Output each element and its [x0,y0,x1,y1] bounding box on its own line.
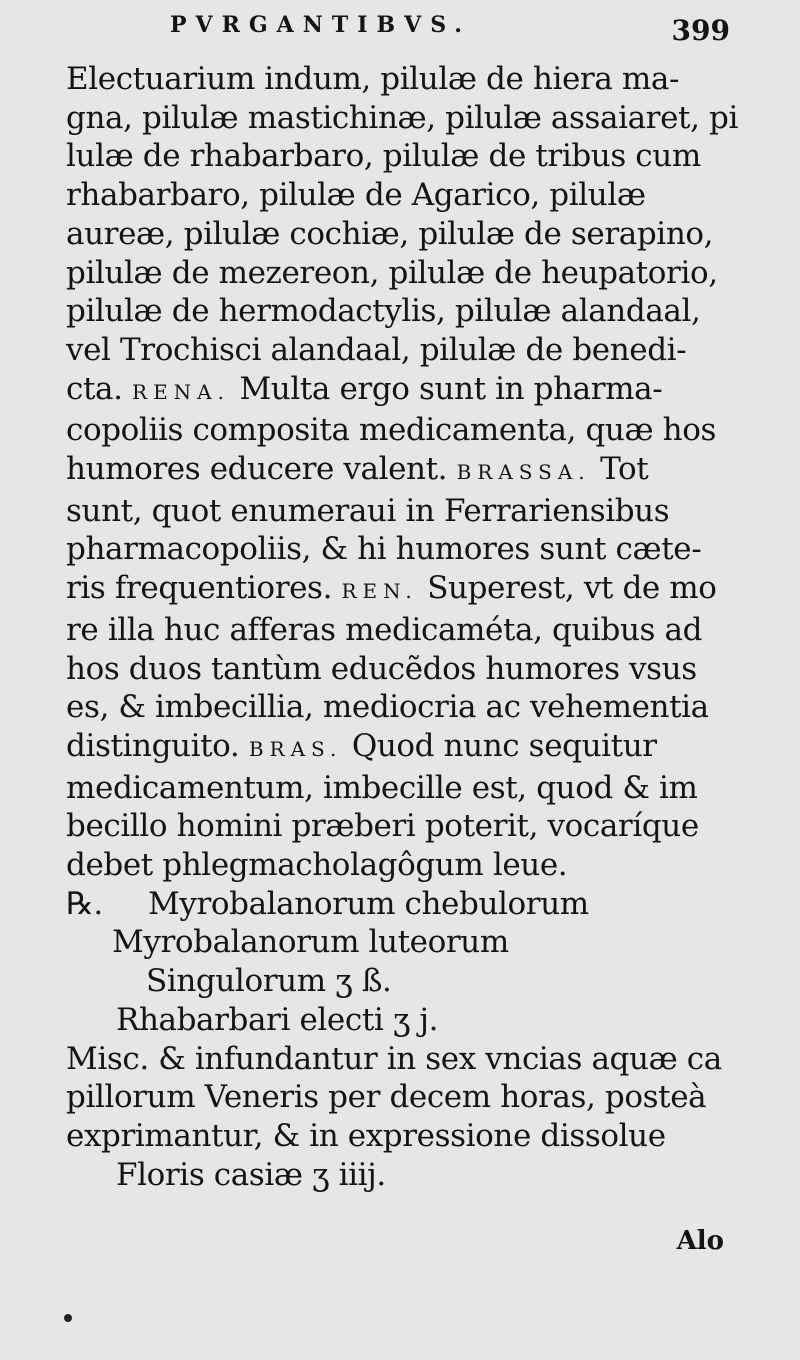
text-line: pilulæ de mezereon, pilulæ de heupatorio, [66,254,718,291]
text-line: medicamentum, imbecille est, quod & im [66,769,698,806]
text-line: es, & imbecillia, mediocria ac vehementia [66,689,709,726]
running-head: PVRGANTIBVS. [170,12,471,38]
text-line: Misc. & infundantur in sex vncias aquæ ca [66,1040,722,1077]
text-line: copoliis composita medicamenta, quæ hos [66,412,717,449]
speaker-name: REN. [341,579,418,604]
text-line: ris frequentiores. REN. Superest, vt de mo [66,570,717,607]
text-line: rhabarbaro, pilulæ de Agarico, pilulæ [66,177,646,214]
text-line: pharmacopoliis, & hi humores sunt cæte- [66,531,702,568]
speaker-name: RENA. [132,379,230,404]
text-line: Floris casiæ ʒ iiij. [116,1156,386,1193]
page-number: 399 [671,14,730,47]
text-line: aureæ, pilulæ cochiæ, pilulæ de serapino, [66,215,714,252]
speaker-name: BRAS. [248,736,343,761]
recipe-line: Singulorum ʒ ß. [146,963,392,1000]
recipe-line: Rhabarbari electi ʒ j. [116,1001,439,1038]
recipe-symbol: ℞. [66,885,103,922]
text-line: gna, pilulæ mastichinæ, pilulæ assaiaret, pi [66,99,738,136]
text-line: lulæ de rhabarbaro, pilulæ de tribus cum [66,138,701,175]
text-line: exprimantur, & in expressione dissolue [66,1117,666,1154]
text-line: pilulæ de hermodactylis, pilulæ alandaal, [66,293,701,330]
speaker-name: BRASSA. [456,460,591,485]
text-line: Electuarium indum, pilulæ de hiera ma- [66,61,680,97]
text-line: distinguito. BRAS. Quod nunc sequitur [66,727,657,764]
ink-speck [64,1314,72,1322]
text-line: humores educere valent. BRASSA. Tot [66,451,649,488]
text-line: cta. RENA. Multa ergo sunt in pharma- [66,370,663,407]
text-line: debet phlegmacholagôgum leue. [66,847,568,884]
recipe-line: ℞. Myrobalanorum chebulorum [66,885,589,922]
text-line: sunt, quot enumeraui in Ferrariensibus [66,492,670,529]
text-line: vel Trochisci alandaal, pilulæ de benedi- [66,331,687,368]
text-line: pillorum Veneris per decem horas, posteà [66,1079,707,1116]
catchword: Alo [676,1226,724,1256]
text-line: re illa huc afferas medicaméta, quibus ad [66,611,703,648]
text-line: hos duos tantùm educẽdos humores vsus [66,650,697,687]
body-text [66,60,746,1194]
text-line: becillo homini præberi poterit, vocaríque [66,808,699,845]
recipe-line: Myrobalanorum luteorum [112,924,509,961]
